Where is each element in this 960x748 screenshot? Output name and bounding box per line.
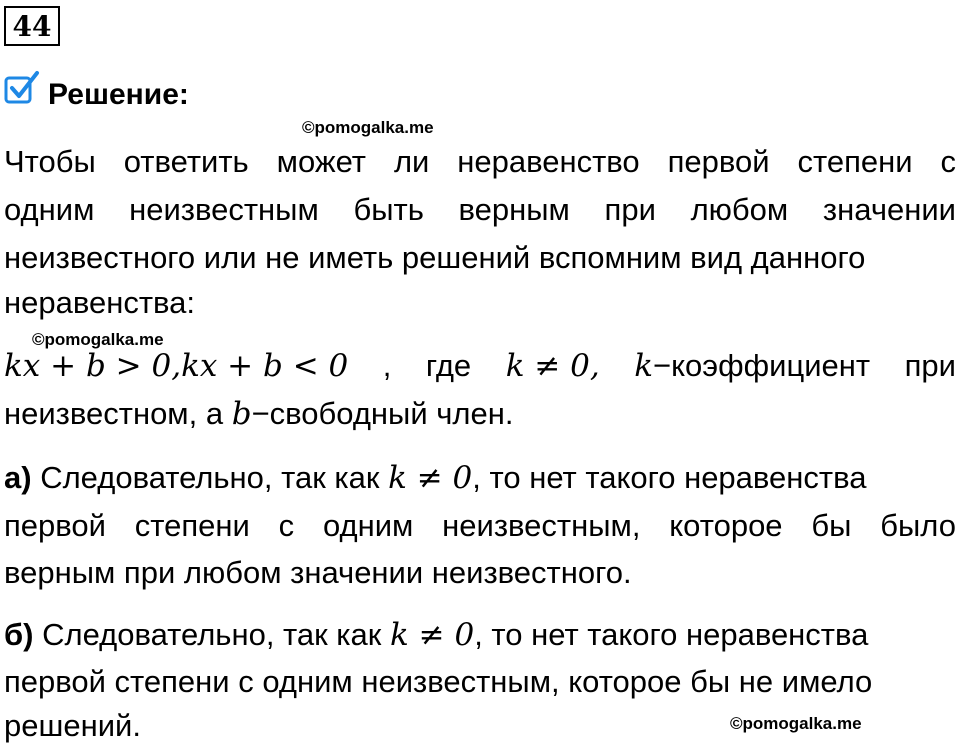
text-segment: , то нет такого неравенства xyxy=(472,460,867,495)
problem-number-box xyxy=(4,6,60,46)
word: ответить xyxy=(123,144,249,179)
word: первой xyxy=(667,144,770,179)
part-b-line-1 xyxy=(4,615,956,655)
part-a-line-2 xyxy=(4,506,956,546)
word-pri: при xyxy=(904,348,956,383)
text-segment: , то нет такого неравенства xyxy=(474,617,869,652)
word: может xyxy=(276,144,366,179)
condition-k-nonzero: k ≠ 0 xyxy=(389,617,475,653)
k-description xyxy=(634,346,870,386)
word-where: где xyxy=(425,348,472,383)
inequality-greater: kx + b > 0, xyxy=(4,348,182,384)
b-symbol: b xyxy=(231,396,252,432)
word: степени xyxy=(797,144,913,179)
intro-line-2 xyxy=(4,190,956,230)
word: неизвестным xyxy=(129,192,319,227)
problem-number: 44 xyxy=(12,9,52,43)
watermark-bottom: ©pomogalka.me xyxy=(730,714,862,733)
part-b-line-3: решений. xyxy=(4,708,141,743)
intro-line-3: неизвестного или не иметь решений вспомним вид данного xyxy=(4,240,866,275)
word: одним xyxy=(322,508,414,543)
word: неизвестным, xyxy=(442,508,641,543)
word: одним xyxy=(4,192,95,227)
text-segment: неизвестном, а xyxy=(4,396,232,431)
text-segment: Следовательно, так как xyxy=(40,460,380,495)
word: первой xyxy=(4,508,106,543)
text-segment: −свободный член. xyxy=(251,396,514,431)
watermark-top: ©pomogalka.me xyxy=(302,118,434,137)
word: с xyxy=(940,144,956,179)
part-a-line-3: верным при любом значении неизвестного. xyxy=(4,555,632,590)
intro-line-4: неравенства: xyxy=(4,285,195,320)
inequality-expressions xyxy=(4,346,348,386)
part-b-line-2: первой степени с одним неизвестным, которое бы не имело xyxy=(4,664,873,699)
word: любом xyxy=(690,192,789,227)
word: бы xyxy=(811,508,852,543)
condition-k-nonzero: k ≠ 0, xyxy=(505,348,600,384)
word: степени xyxy=(134,508,250,543)
text-segment: Следовательно, так как xyxy=(42,617,382,652)
word: значении xyxy=(822,192,956,227)
intro-line-1 xyxy=(4,142,956,182)
word: верным xyxy=(458,192,570,227)
word: Чтобы xyxy=(4,144,96,179)
word: неравенство xyxy=(457,144,640,179)
comma: , xyxy=(382,348,392,383)
word: ли xyxy=(393,144,430,179)
word: которое xyxy=(669,508,783,543)
word: с xyxy=(278,508,295,543)
condition-k-nonzero: k ≠ 0 xyxy=(388,460,473,496)
watermark-middle: ©pomogalka.me xyxy=(32,330,164,349)
part-a-line-1 xyxy=(4,458,956,498)
word: при xyxy=(604,192,656,227)
part-b-label: б) xyxy=(4,617,34,652)
part-a-label: а) xyxy=(4,460,32,495)
formula-line xyxy=(4,346,956,386)
word: быть xyxy=(353,192,424,227)
word: было xyxy=(880,508,956,543)
checkbox-checked-icon xyxy=(4,70,40,106)
solution-heading: Решение: xyxy=(48,78,189,111)
formula-line-2 xyxy=(4,394,956,434)
k-symbol: k xyxy=(634,348,654,384)
inequality-less: kx + b < 0 xyxy=(181,348,349,384)
k-text: −коэффициент xyxy=(653,348,871,383)
